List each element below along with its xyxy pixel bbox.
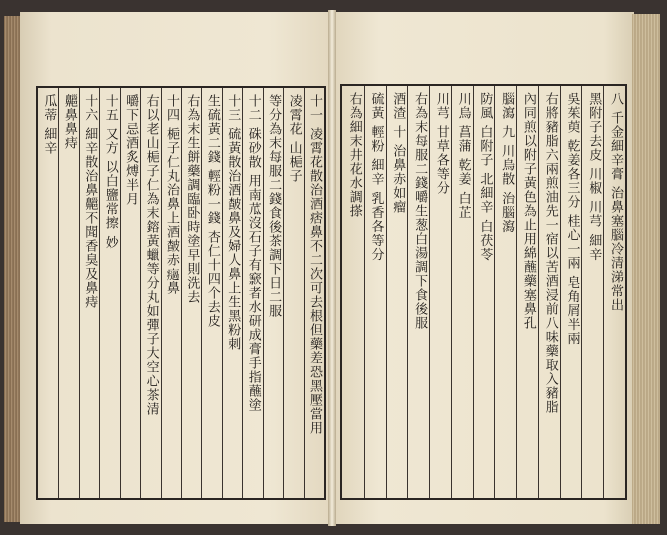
text-column: 川芎 甘草各等分: [433, 92, 449, 196]
text-column: 內同煎以附子黃色為止用綿蘸藥塞鼻孔: [520, 92, 536, 330]
text-column: 腦瀉 九 川烏散 治腦瀉: [499, 92, 515, 234]
text-column: 十五 又方 以白鹽常擦 妙: [102, 94, 118, 250]
text-column: 十四 梔子仁丸治鼻上酒皶赤𤻌鼻: [163, 94, 179, 296]
text-column: 酒渣 十 治鼻赤如瘤: [390, 92, 406, 215]
text-column: 十一 凌霄花散治酒痞鼻不二次可去根但藥差恐黑壓當用: [306, 94, 322, 436]
book-gutter: [328, 10, 336, 526]
text-column: 右為末生餅藥調臨卧時塗早則洗去: [184, 94, 200, 304]
text-column: 八 千金細辛膏 治鼻塞腦冷清涕常出: [607, 92, 623, 313]
text-column: 十六 細辛散治鼻齆不聞香臭及鼻痔: [82, 94, 98, 310]
text-column: 黑附子去皮 川椒 川芎 細辛: [586, 92, 602, 262]
text-column: 川烏 菖蒲 乾姜 白芷: [455, 92, 471, 220]
text-column: 齆鼻鼻痔: [61, 94, 77, 150]
page-edges-right: [632, 14, 660, 524]
text-column: 瓜蒂 細辛: [41, 94, 57, 156]
text-column: 等分為末每服二錢食後茶調下日二服: [266, 94, 282, 318]
text-column: 硫黃 輕粉 細辛 乳香各等分: [368, 92, 384, 262]
text-column: 十二 硃砂散 用南苽沒石子有窾者水研成膏手指蘸塗: [245, 94, 261, 413]
text-column: 右以老山梔子仁為末鎔黃蠟等分丸如彈子大空心茶清: [143, 94, 159, 416]
right-text-frame: [340, 84, 627, 500]
text-column: 右為細末井花水調搽: [346, 92, 362, 218]
text-column: 嚼下忌酒炙煿半月: [123, 94, 139, 206]
text-column: 十三 硫黃散治酒皶鼻及婦人鼻上生黑粉刺: [225, 94, 241, 352]
text-column: 吳茱萸 乾姜各三分 桂心一兩 皂角屑半兩: [564, 92, 580, 346]
text-column: 右將豬脂六兩煎油先一宿以苦酒浸前八味藥取入豬脂: [542, 92, 558, 414]
text-column: 凌霄花 山梔子: [286, 94, 302, 184]
text-column: 生硫黃二錢 輕粉一錢 杏仁十四个去皮: [204, 94, 220, 329]
left-text-frame: [36, 86, 326, 500]
text-column: 右為末每服二錢嚼生葱白湯調下食後服: [412, 92, 428, 330]
text-column: 防風 白附子 北細辛 白茯苓: [477, 92, 493, 262]
